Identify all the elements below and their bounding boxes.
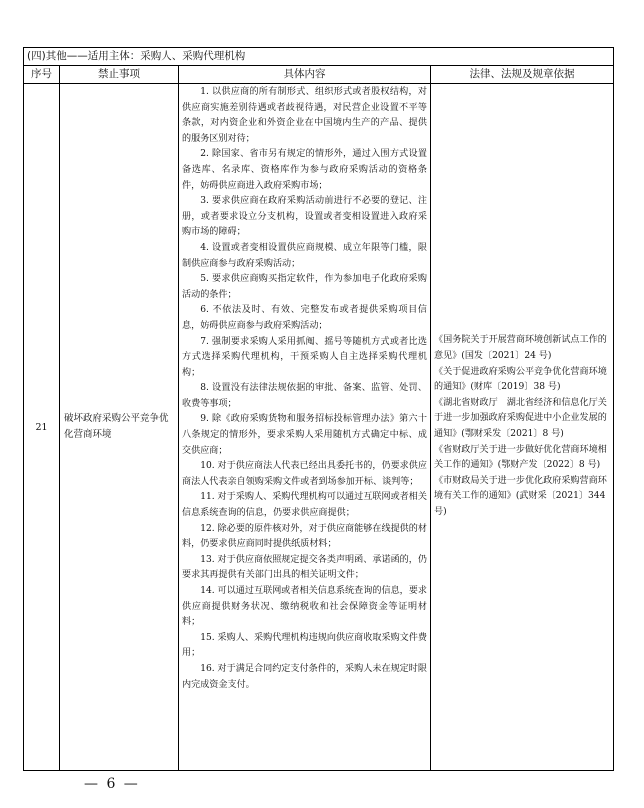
law-item: 《市财政局关于进一步优化政府采购营商环境有关工作的通知》(武财采〔2021〕344 号) [434, 475, 607, 517]
row-item [60, 84, 179, 770]
header-content: 具体内容 [179, 66, 431, 83]
content-clause: 3. 要求供应商在政府采购活动前进行不必要的登记、注册，或者要求设立分支机构，设置或者变相设置进入政府采购市场的障碍； [182, 196, 427, 238]
content-clause: 4. 设置或者变相设置供应商规模、成立年限等门槛，限制供应商参与政府采购活动； [182, 242, 427, 269]
content-clause: 1. 以供应商的所有制形式、组织形式或者股权结构，对供应商实施差别待遇或者歧视待遇，对民营企业设置不平等条款，对内资企业和外资企业在中国境内生产的产品、提供的服务区别对待； [182, 87, 427, 144]
prohibition-table [23, 47, 614, 771]
law-item: 《省财政厅关于进一步做好优化营商环境相关工作的通知》(鄂财产发〔2022〕8 号) [434, 444, 607, 471]
section-title: (四)其他——适用主体：采购人、采购代理机构 [24, 48, 613, 66]
content-clause: 15. 采购人、采购代理机构违规向供应商收取采购文件费用； [182, 632, 427, 659]
law-list [434, 333, 610, 520]
content-clause: 8. 设置没有法律法规依据的审批、备案、监管、处罚、收费等事项； [182, 383, 427, 409]
law-item: 《国务院关于开展营商环境创新试点工作的意见》(国发〔2021〕24 号) [434, 335, 607, 362]
table-header [24, 66, 613, 84]
header-item: 禁止事项 [60, 66, 179, 83]
law-item: 《湖北省财政厅 湖北省经济和信息化厅关于进一步加强政府采购促进中小企业发展的通知》(鄂财采发〔2021〕8 号) [434, 397, 607, 439]
header-seq: 序号 [24, 66, 60, 83]
law-item: 《关于促进政府采购公平竞争优化营商环境的通知》(财库〔2019〕38 号) [434, 366, 607, 393]
row-seq: 21 [24, 84, 60, 770]
content-clause: 9. 除《政府采购货物和服务招标投标管理办法》第六十八条规定的情形外，要求采购人采用随机方式确定中标、成交供应商； [182, 414, 427, 456]
content-clause: 10. 对于供应商法人代表已经出具委托书的，仍要求供应商法人代表亲自领购采购文件或者到场参加开标、谈判等； [182, 461, 427, 487]
header-basis: 法律、法规及规章依据 [469, 68, 575, 80]
content-clause: 11. 对于采购人、采购代理机构可以通过互联网或者相关信息系统查询的信息，仍要求供应商提供； [182, 492, 427, 519]
content-clause: 6. 不依法及时、有效、完整发布或者提供采购项目信息，妨碍供应商参与政府采购活动； [182, 305, 427, 331]
row-item-text: 破坏政府采购公平竞争优化营商环境 [64, 413, 169, 440]
table-row [24, 84, 613, 770]
row-content [179, 84, 431, 770]
page-number: — 6 — [84, 776, 140, 792]
row-basis [431, 84, 613, 770]
content-clause: 2. 除国家、省市另有规定的情形外，通过入围方式设置备选库、名录库、资格库作为参与政府采购活动的资格条件，妨碍供应商进入政府采购市场； [182, 149, 427, 191]
content-clause: 7. 强制要求采购人采用抓阄、摇号等随机方式或者比选方式选择采购代理机构，干预采购人自主选择采购代理机构； [182, 336, 427, 378]
content-clause: 12. 除必要的原件核对外，对于供应商能够在线提供的材料，仍要求供应商同时提供纸质材料； [182, 523, 427, 550]
content-clause: 13. 对于供应商依照规定提交各类声明函、承诺函的，仍要求其再提供有关部门出具的相关证明文件； [182, 554, 427, 581]
content-clause: 16. 对于满足合同约定支付条件的，采购人未在规定时限内完成资金支付。 [182, 663, 427, 690]
content-clause: 5. 要求供应商购买指定软件，作为参加电子化政府采购活动的条件； [182, 274, 427, 300]
content-clause: 14. 可以通过互联网或者相关信息系统查询的信息，要求供应商提供财务状况、缴纳税收和社会保障资金等证明材料； [182, 586, 427, 628]
